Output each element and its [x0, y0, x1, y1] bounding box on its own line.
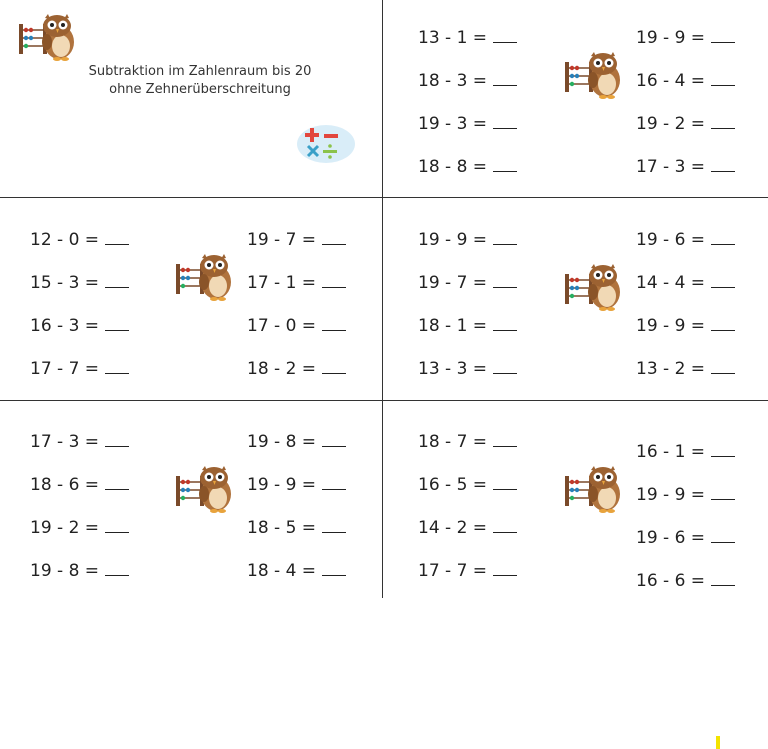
exercise: [418, 432, 538, 452]
exercise-text: 19 - 2 =: [30, 518, 100, 538]
answer-blank[interactable]: [105, 488, 129, 490]
answer-blank[interactable]: [493, 243, 517, 245]
exercise-text: 19 - 3 =: [418, 114, 488, 134]
answer-blank[interactable]: [105, 372, 129, 374]
exercise: [418, 475, 538, 495]
exercise-text: 19 - 6 =: [636, 230, 706, 250]
exercise-text: 19 - 8 =: [247, 432, 317, 452]
exercise: [636, 359, 756, 379]
exercise-text: 17 - 1 =: [247, 273, 317, 293]
exercise-text: 19 - 7 =: [418, 273, 488, 293]
exercise-text: 19 - 9 =: [247, 475, 317, 495]
exercise: [418, 518, 538, 538]
exercise-text: 12 - 0 =: [30, 230, 100, 250]
horizontal-divider-1: [0, 197, 768, 198]
exercise: [418, 316, 538, 336]
owl-with-abacus-icon: [173, 252, 235, 302]
exercise: [636, 230, 756, 250]
exercise: [30, 432, 150, 452]
exercise-text: 18 - 4 =: [247, 561, 317, 581]
horizontal-divider-2: [0, 400, 768, 401]
answer-blank[interactable]: [711, 127, 735, 129]
answer-blank[interactable]: [711, 243, 735, 245]
answer-blank[interactable]: [493, 574, 517, 576]
answer-blank[interactable]: [105, 445, 129, 447]
exercise: [30, 518, 150, 538]
exercise: [30, 561, 150, 581]
exercise-text: 16 - 5 =: [418, 475, 488, 495]
exercise: [418, 230, 538, 250]
exercise-text: 16 - 3 =: [30, 316, 100, 336]
answer-blank[interactable]: [711, 455, 735, 457]
exercise-text: 14 - 4 =: [636, 273, 706, 293]
exercise-text: 17 - 7 =: [30, 359, 100, 379]
exercise-text: 16 - 4 =: [636, 71, 706, 91]
exercise: [418, 28, 538, 48]
exercise-text: 18 - 5 =: [247, 518, 317, 538]
exercise-text: 13 - 2 =: [636, 359, 706, 379]
yellow-marker: [716, 736, 720, 749]
answer-blank[interactable]: [493, 84, 517, 86]
owl-with-abacus-icon: [562, 262, 624, 312]
exercise: [636, 273, 756, 293]
exercise: [636, 114, 756, 134]
exercise-text: 18 - 7 =: [418, 432, 488, 452]
exercise: [30, 316, 150, 336]
answer-blank[interactable]: [711, 329, 735, 331]
exercise: [418, 561, 538, 581]
exercise-text: 19 - 9 =: [418, 230, 488, 250]
exercise: [418, 273, 538, 293]
exercise-text: 17 - 3 =: [30, 432, 100, 452]
answer-blank[interactable]: [322, 488, 346, 490]
answer-blank[interactable]: [493, 127, 517, 129]
exercise-text: 18 - 2 =: [247, 359, 317, 379]
answer-blank[interactable]: [711, 584, 735, 586]
exercise: [418, 157, 538, 177]
exercise: [636, 71, 756, 91]
exercise: [247, 316, 367, 336]
answer-blank[interactable]: [105, 329, 129, 331]
exercise: [247, 432, 367, 452]
exercise: [247, 273, 367, 293]
answer-blank[interactable]: [322, 372, 346, 374]
exercise-text: 19 - 9 =: [636, 485, 706, 505]
answer-blank[interactable]: [105, 286, 129, 288]
exercise-text: 18 - 1 =: [418, 316, 488, 336]
exercise: [30, 359, 150, 379]
exercise-text: 19 - 9 =: [636, 28, 706, 48]
answer-blank[interactable]: [322, 531, 346, 533]
exercise-text: 19 - 2 =: [636, 114, 706, 134]
exercise: [30, 230, 150, 250]
worksheet-title: [60, 64, 340, 97]
answer-blank[interactable]: [105, 574, 129, 576]
answer-blank[interactable]: [711, 286, 735, 288]
answer-blank[interactable]: [493, 286, 517, 288]
exercise-text: 16 - 6 =: [636, 571, 706, 591]
owl-with-abacus-icon: [562, 50, 624, 100]
exercise: [418, 114, 538, 134]
answer-blank[interactable]: [493, 488, 517, 490]
answer-blank[interactable]: [322, 574, 346, 576]
answer-blank[interactable]: [493, 41, 517, 43]
exercise: [418, 71, 538, 91]
title-line-2: ohne Zehnerüberschreitung: [109, 82, 291, 97]
exercise-text: 17 - 7 =: [418, 561, 488, 581]
answer-blank[interactable]: [322, 286, 346, 288]
exercise: [247, 475, 367, 495]
exercise: [636, 528, 756, 548]
exercise: [247, 561, 367, 581]
owl-with-abacus-icon: [562, 464, 624, 514]
answer-blank[interactable]: [322, 445, 346, 447]
exercise-text: 19 - 9 =: [636, 316, 706, 336]
vertical-divider: [382, 0, 383, 598]
answer-blank[interactable]: [322, 243, 346, 245]
exercise: [636, 157, 756, 177]
exercise: [636, 442, 756, 462]
exercise-text: 15 - 3 =: [30, 273, 100, 293]
title-line-1: Subtraktion im Zahlenraum bis 20: [88, 64, 312, 79]
answer-blank[interactable]: [105, 243, 129, 245]
answer-blank[interactable]: [493, 445, 517, 447]
exercise: [636, 571, 756, 591]
owl-with-abacus-icon: [173, 464, 235, 514]
exercise-text: 18 - 8 =: [418, 157, 488, 177]
answer-blank[interactable]: [711, 41, 735, 43]
exercise-text: 13 - 3 =: [418, 359, 488, 379]
exercise-text: 17 - 0 =: [247, 316, 317, 336]
exercise-text: 19 - 8 =: [30, 561, 100, 581]
answer-blank[interactable]: [493, 531, 517, 533]
exercise: [636, 316, 756, 336]
answer-blank[interactable]: [493, 170, 517, 172]
answer-blank[interactable]: [493, 329, 517, 331]
exercise-text: 17 - 3 =: [636, 157, 706, 177]
answer-blank[interactable]: [711, 170, 735, 172]
answer-blank[interactable]: [493, 372, 517, 374]
answer-blank[interactable]: [711, 372, 735, 374]
exercise: [247, 230, 367, 250]
exercise-text: 14 - 2 =: [418, 518, 488, 538]
exercise: [636, 28, 756, 48]
exercise: [247, 359, 367, 379]
exercise-text: 13 - 1 =: [418, 28, 488, 48]
exercise-text: 19 - 7 =: [247, 230, 317, 250]
exercise-text: 19 - 6 =: [636, 528, 706, 548]
exercise: [30, 273, 150, 293]
exercise-text: 18 - 3 =: [418, 71, 488, 91]
answer-blank[interactable]: [105, 531, 129, 533]
exercise: [247, 518, 367, 538]
exercise: [30, 475, 150, 495]
math-symbols-icon: [296, 120, 356, 166]
answer-blank[interactable]: [711, 84, 735, 86]
owl-with-abacus-icon: [16, 12, 78, 62]
exercise-text: 16 - 1 =: [636, 442, 706, 462]
exercise: [636, 485, 756, 505]
answer-blank[interactable]: [322, 329, 346, 331]
answer-blank[interactable]: [711, 498, 735, 500]
answer-blank[interactable]: [711, 541, 735, 543]
exercise: [418, 359, 538, 379]
exercise-text: 18 - 6 =: [30, 475, 100, 495]
